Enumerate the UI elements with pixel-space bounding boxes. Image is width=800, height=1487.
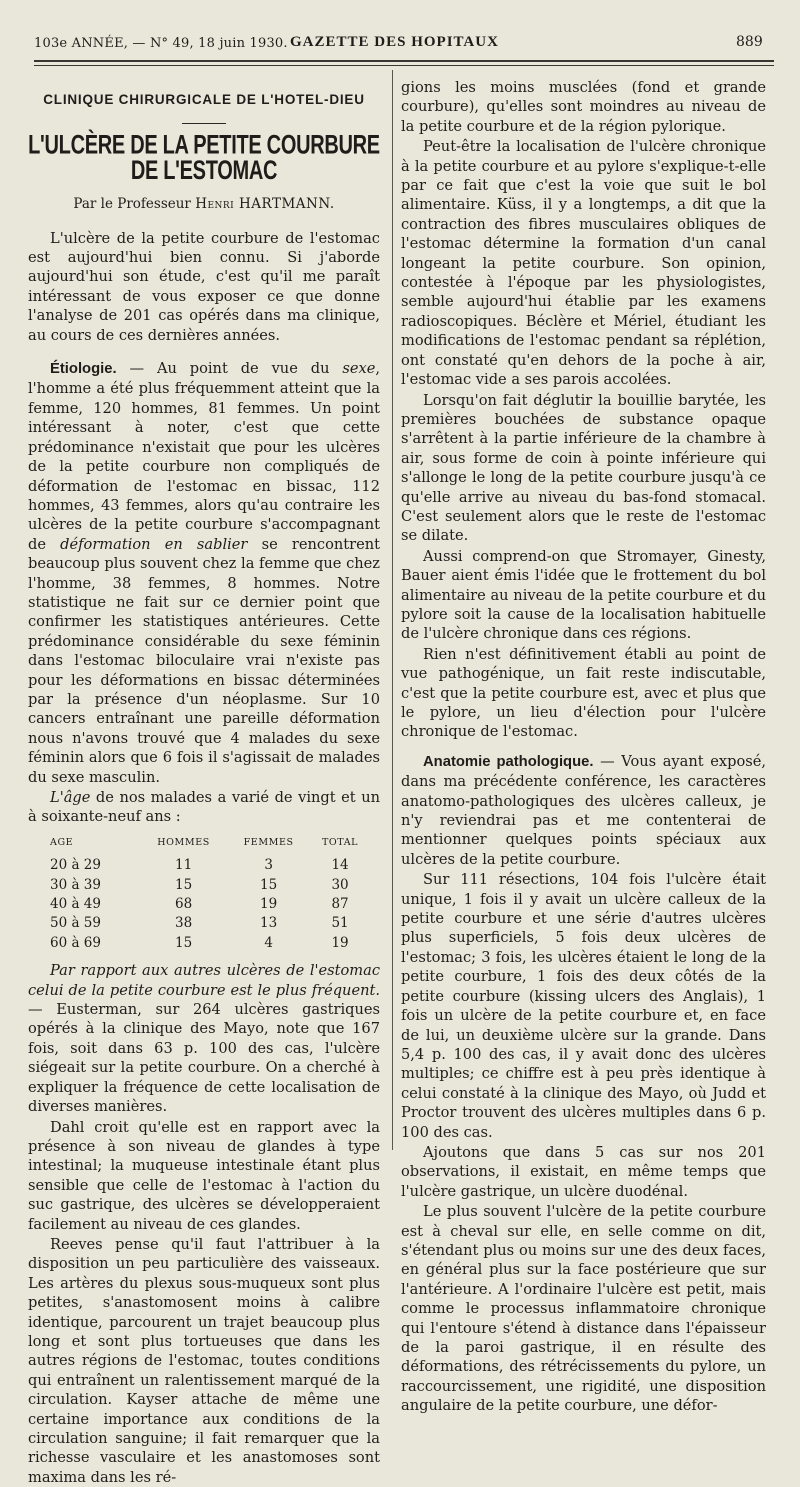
paragraph: Peut-être la localisation de l'ulcère chronique à la petite courbure et au pylore s'explique-t-elle par ce fait que c'est la voie que suit le bol alimentaire. Küss, il y a longtemps, a dit que la contraction des fibres musculaires obliques de l'estomac détermine la formation d'un canal longeant la petite courbure. Son opinion, contestée à l'époque par les physiologistes, semble aujourd'hui établie par les examens radioscopiques. Béclère et Mériel, étudiant les modifications de l'estomac pendant sa réplétion, ont constaté qu'en dehors de la poche à air, l'estomac vide a ses parois accolées. bbox=[401, 138, 766, 389]
paragraph: gions les moins musclées (fond et grande courbure), qu'elles sont moindres au niveau de la petite courbure et de la région pylorique. bbox=[401, 79, 766, 135]
table-row: 20 à 29 11 3 14 bbox=[50, 857, 349, 874]
table-header: HOMMES bbox=[157, 836, 210, 848]
paragraph: Lorsqu'on fait déglutir la bouillie barytée, les premières bouchées de substance opaque s'arrêtent à la partie inférieure de la chambre à air, sous forme de coin à pointe inférieure qui s'allonge le long de la petite courbure jusqu'à ce qu'elle arrive au niveau du bas-fond stomacal. C'est seulement alors que le reste de l'estomac se dilate. bbox=[401, 391, 766, 545]
article-author bbox=[28, 195, 380, 214]
paragraph: Le plus souvent l'ulcère de la petite courbure est à cheval sur elle, en selle comme on dit, s'étendant plus ou moins sur une des deux faces, en général plus sur la face postérieure que sur l'antérieure. A l'ordinaire l'ulcère est petit, mais comme le processus inflammatoire chronique qui l'entoure s'étend à distance dans l'épaisseur de la paroi gastrique, il en résulte des déformations, des rétrécissements du pylore, un raccourcissement, une rigidité, une disposition angulaire de la petite courbure, une défor- bbox=[401, 1203, 766, 1415]
header-rule bbox=[34, 60, 774, 62]
left-column bbox=[28, 80, 380, 1487]
article-title: L'ULCÈRE DE LA PETITE COURBURE DE L'ESTOMAC bbox=[28, 130, 380, 187]
paragraph: Sur 111 résections, 104 fois l'ulcère était unique, 1 fois il y avait un ulcère calleux de la petite courbure et une série d'autres ulcères plus superficiels, 5 fois deux ulcères de l'estomac; 3 fois, les ulcères étaient le long de la petite courbure, 1 fois des deux côtés de la petite courbure (kissing ulcers des Anglais), 1 fois un ulcère de la petite courbure et, en face de lui, un deuxième ulcère sur la grande. Dans 5,4 p. 100 des cas, il y avait donc des ulcères multiples; ce chiffre est à peu près identique à celui constaté à la clinique des Mayo, où Judd et Proctor trouvent des ulcères multiples dans 6 p. 100 des cas. bbox=[401, 871, 766, 1141]
table-header: FEMMES bbox=[243, 836, 294, 848]
clinique-heading: CLINIQUE CHIRURGICALE DE L'HOTEL-DIEU bbox=[43, 92, 365, 107]
author-prefix: Par le Professeur bbox=[73, 196, 191, 213]
table-row: 40 à 49 68 19 87 bbox=[50, 896, 349, 913]
table-row: 30 à 39 15 15 30 bbox=[50, 876, 349, 893]
issue-info: 103e ANNÉE, — N° 49, 18 juin 1930. bbox=[34, 36, 288, 51]
paragraph: Dahl croit qu'elle est en rapport avec la présence à son niveau de glandes à type intestinal; la muqueuse intestinale étant plus sensible que celle de l'estomac à l'action du suc gastrique, des ulcères se développeraient facilement au niveau de ces glandes. bbox=[28, 1118, 380, 1233]
table-row: 60 à 69 15 4 19 bbox=[50, 934, 349, 951]
journal-title: GAZETTE DES HOPITAUX bbox=[290, 34, 499, 50]
section-heading: Étiologie. bbox=[50, 361, 117, 378]
paragraph: Rien n'est définitivement établi au point de vue pathogénique, un fait reste indiscutable, c'est que la petite courbure est, avec et plus que le pylore, un lieu d'élection pour l'ulcère chronique de l'estomac. bbox=[401, 645, 766, 741]
heading-rule bbox=[182, 123, 226, 124]
paragraph: Reeves pense qu'il faut l'attribuer à la disposition un peu particulière des vaisseaux. Les artères du plexus sous-muqueux sont plus petites, s'anastomosent moins à calibre identique, parcourent un trajet beaucoup plus long et sont plus tortueuses que dans les autres régions de l'estomac, toutes conditions qui entraînent un ralentissement marqué de la circulation. Kayser attache de même une certaine importance aux conditions de la circulation sanguine; il fait remarquer que la richesse vasculaire et les anastomoses sont maxima dans les ré- bbox=[28, 1235, 380, 1486]
paragraph-age: L'âge de nos malades a varié de vingt et un à soixante-neuf ans : bbox=[28, 789, 380, 826]
column-divider bbox=[392, 70, 393, 1150]
page-header bbox=[0, 30, 800, 60]
table-row: 50 à 59 38 13 51 bbox=[50, 915, 349, 932]
paragraph: L'ulcère de la petite courbure de l'estomac est aujourd'hui bien connu. Si j'aborde aujourd'hui son étude, c'est qu'il me paraît intéressant de vous exposer ce que donne l'analyse de 201 cas opérés dans ma clinique, au cours de ces dernières années. bbox=[28, 229, 380, 344]
paragraph: Aussi comprend-on que Stromayer, Ginesty, Bauer aient émis l'idée que le frottement du bol alimentaire au niveau de la petite courbure et du pylore soit la cause de la localisation habituelle de l'ulcère chronique dans ces régions. bbox=[401, 547, 766, 643]
author-name: Henri HARTMANN. bbox=[195, 196, 335, 213]
paragraph: Ajoutons que dans 5 cas sur nos 201 observations, il existait, en même temps que l'ulcère gastrique, un ulcère duodénal. bbox=[401, 1143, 766, 1200]
paragraph-etiologie: Étiologie. — Au point de vue du sexe, l'homme a été plus fréquemment atteint que la femme, 120 hommes, 81 femmes. Un point intéressant à noter, c'est que cette prédominance n'existait que pour les ulcères de la petite courbure non compliqués de déformation de l'estomac en bissac, 112 hommes, 43 femmes, alors qu'au contraire les ulcères de la petite courbure s'accompagnant de déformation en sablier se rencontrent beaucoup plus souvent chez la femme que chez l'homme, 38 femmes, 8 hommes. Notre statistique ne fait sur ce dernier point que confirmer les statistiques antérieures. Cette prédominance considérable du sexe féminin dans l'estomac biloculaire vrai n'existe pas pour les déformations en bissac déterminées par la présence d'un néoplasme. Sur 10 cancers entraînant une pareille déformation nous n'avons trouvé que 4 malades du sexe féminin alors que 6 fois il s'agissait de malades du sexe masculin. bbox=[28, 360, 380, 786]
paragraph-frequence: Par rapport aux autres ulcères de l'estomac celui de la petite courbure est le plus fréquent. — Eusterman, sur 264 ulcères gastriques opérés à la clinique des Mayo, note que 167 fois, soit dans 63 p. 100 des cas, l'ulcère siégeait sur la petite courbure. On a cherché à expliquer la fréquence de cette localisation de diverses manières. bbox=[28, 962, 380, 1116]
header-rule-thin bbox=[34, 65, 774, 66]
paragraph-anatomie: Anatomie pathologique. — Vous ayant exposé, dans ma précédente conférence, les caractères anatomo-pathologiques des ulcères calleux, je n'y reviendrai pas et me contenterai de mentionner quelques points spéciaux aux ulcères de la petite courbure. bbox=[401, 752, 766, 868]
table-header: TOTAL bbox=[321, 836, 359, 848]
page-number: 889 bbox=[736, 34, 763, 50]
table-header: AGE bbox=[50, 836, 74, 848]
age-table bbox=[40, 833, 370, 953]
section-heading: Anatomie pathologique. bbox=[423, 753, 594, 770]
right-column bbox=[401, 78, 766, 1416]
